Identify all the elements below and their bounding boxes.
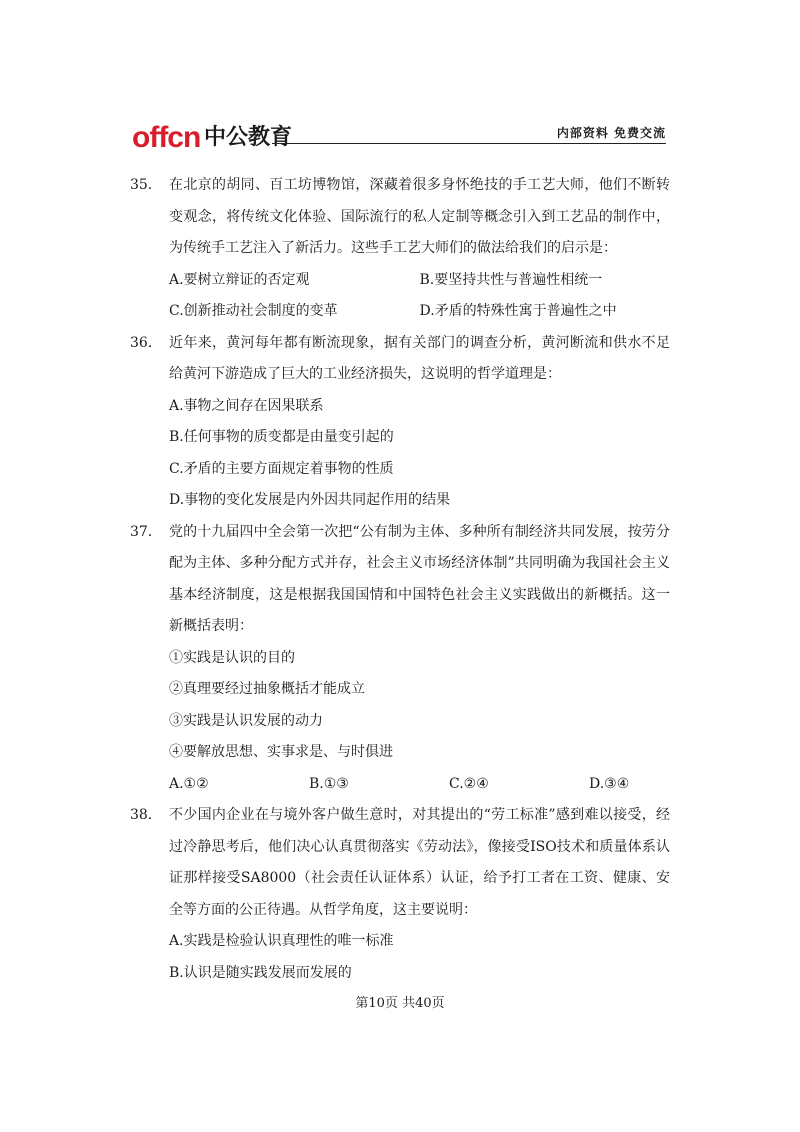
option-b: B.任何事物的质变都是由量变引起的 [169, 429, 394, 445]
option-d: D.矛盾的特殊性寓于普遍性之中 [419, 303, 617, 319]
question-stem: 不少国内企业在与境外客户做生意时，对其提出的“劳工标准”感到难以接受，经过冷静思考后，他们决心认真贯彻落实《劳动法》，像接受ISO技术和质量体系认证那样接受SA8000（社会责任认证体系）认证，给予打工者在工资、健康、安全等方面的公正待遇。从哲学角度，这主要说明： [169, 807, 670, 918]
question-36 [130, 328, 670, 517]
option-d: D.③④ [589, 775, 630, 792]
option-a: A.实践是检验认识真理性的唯一标准 [169, 933, 394, 949]
question-number: 38． [130, 807, 162, 823]
option-a: A.事物之间存在因果联系 [169, 397, 324, 414]
question-stem: 在北京的胡同、百工坊博物馆，深藏着很多身怀绝技的手工艺大师，他们不断转变观念，将传统文化体验、国际流行的私人定制等概念引入到工艺品的制作中，为传统手工艺注入了新活力。这些手工艺大师们的做法给我们的启示是： [169, 177, 670, 256]
question-number: 37． [130, 523, 162, 540]
question-35 [130, 170, 670, 328]
header-rule [272, 143, 666, 144]
option-b: B.要坚持共性与普遍性相统一 [419, 271, 603, 288]
option-b: B.①③ [309, 775, 349, 792]
question-stem: 近年来，黄河每年都有断流现象，据有关部门的调查分析，黄河断流和供水不足给黄河下游造成了巨大的工业经济损失，这说明的哲学道理是： [169, 334, 670, 382]
statement-2: ②真理要经过抽象概括才能成立 [169, 681, 365, 697]
statement-3: ③实践是认识发展的动力 [169, 712, 323, 729]
option-a: A.①② [169, 775, 209, 792]
option-row [169, 769, 670, 801]
offcn-logo: offcn [132, 121, 201, 154]
statement-1: ①实践是认识的目的 [169, 649, 295, 666]
question-stem: 党的十九届四中全会第一次把“公有制为主体、多种所有制经济共同发展，按劳分配为主体、多种分配方式并存，社会主义市场经济体制”共同明确为我国社会主义基本经济制度，这是根据我国国情和中国特色社会主义实践做出的新概括。这一新概括表明： [169, 523, 670, 634]
question-number: 35． [130, 177, 162, 193]
option-d: D.事物的变化发展是内外因共同起作用的结果 [169, 492, 451, 508]
option-c: C.矛盾的主要方面规定着事物的性质 [169, 460, 394, 477]
option-c: C.②④ [449, 775, 489, 792]
option-row [169, 296, 670, 328]
page-header [132, 122, 666, 154]
option-c: C.创新推动社会制度的变革 [169, 303, 338, 319]
brand-name: 中公教育 [204, 125, 293, 150]
question-37 [130, 517, 670, 801]
question-number: 36． [130, 334, 162, 351]
option-a: A.要树立辩证的否定观 [169, 271, 310, 288]
header-tagline: 内部资料 免费交流 [553, 124, 666, 141]
page-number: 第10页 共40页 [355, 996, 445, 1011]
question-content [130, 170, 670, 989]
option-row [169, 265, 670, 297]
option-b: B.认识是随实践发展而发展的 [169, 964, 352, 981]
statement-4: ④要解放思想、实事求是、与时俱进 [169, 744, 393, 760]
question-38 [130, 800, 670, 989]
